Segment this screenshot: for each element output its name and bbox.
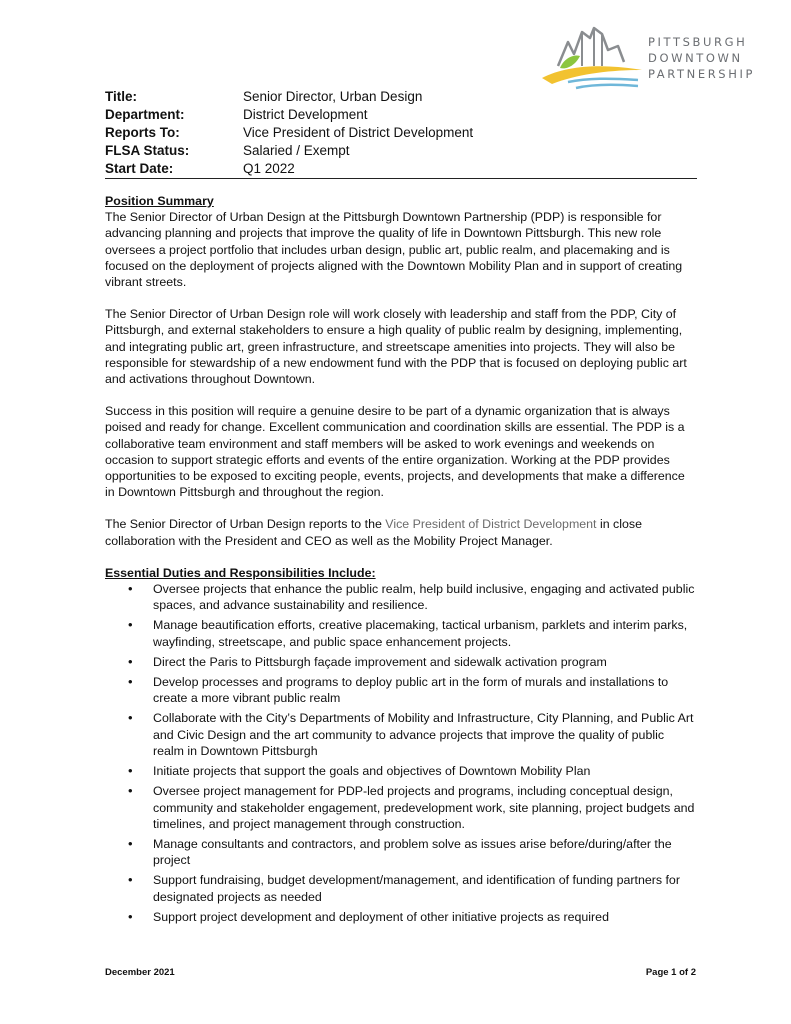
meta-label: FLSA Status: — [105, 143, 190, 158]
job-meta-table — [105, 88, 697, 178]
list-item: • Support project development and deployment of other initiative projects as required — [105, 909, 697, 925]
paragraph-text: The Senior Director of Urban Design reports to the — [105, 517, 386, 532]
summary-paragraph-1: The Senior Director of Urban Design at the Pittsburgh Downtown Partnership (PDP) is responsible for advancing planning and projects that improve the quality of life in Downtown Pittsburgh. This new role oversees a project portfolio that includes urban design, public art, public realm, and placemaking and is focused on the deployment of projects aligned with the Downtown Mobility Plan and in support of creating vibrant streets. — [105, 210, 683, 290]
duties-list — [105, 581, 697, 925]
footer-date: December 2021 — [105, 967, 175, 978]
skyline-logo-icon — [538, 24, 648, 96]
meta-value: Salaried / Exempt — [243, 143, 350, 158]
pdp-logo — [538, 24, 778, 96]
meta-value: District Development — [243, 107, 368, 122]
paragraph-text: in close collaboration with the President and CEO as well as the Mobility Project Manager. — [105, 517, 642, 548]
meta-row-reports-to — [105, 124, 697, 142]
meta-row-start-date — [105, 160, 697, 178]
summary-paragraph-2: The Senior Director of Urban Design role will work closely with leadership and staff from the PDP, City of Pittsburgh, and external stakeholders to ensure a high quality of public realm by designing, implementing, and integrating public art, green infrastructure, and streetscape amenities into projects. They will also be responsible for stewardship of a new endowment fund with the PDP that is focused on deploying public art and activations throughout Downtown. — [105, 307, 687, 387]
summary-paragraph-3: Success in this position will require a genuine desire to be part of a dynamic organization that is always poised and ready for change. Excellent communication and coordination skills are essential. The PDP is a collaborative team environment and staff members will be asked to work evenings and weekends on occasion to support strategic efforts and events of the entire organization. Working at the PDP provides opportunities to be exposed to exciting people, events, projects, and developments that make a difference in Downtown Pittsburgh and throughout the region. — [105, 404, 685, 500]
list-item: • Manage beautification efforts, creative placemaking, tactical urbanism, parklets and interim parks, wayfinding, streetscape, and public space enhancement projects. — [105, 617, 697, 649]
list-item: • Oversee project management for PDP-led projects and programs, including conceptual design, community and stakeholder engagement, predevelopment work, site planning, project budgets and timelines, and project management through construction. — [105, 783, 697, 832]
reports-to-link[interactable]: Vice President of District Development — [385, 517, 597, 532]
meta-label: Department: — [105, 107, 185, 122]
footer-page-number: Page 1 of 2 — [645, 967, 696, 978]
meta-label: Start Date: — [105, 161, 174, 176]
meta-value: Q1 2022 — [243, 161, 295, 176]
logo-line-3: PARTNERSHIP — [648, 67, 755, 81]
document-body — [105, 193, 697, 929]
meta-row-title — [105, 88, 697, 106]
summary-paragraph-4 — [105, 516, 697, 548]
position-summary-heading: Position Summary — [105, 194, 214, 208]
list-item: • Develop processes and programs to deploy public art in the form of murals and installations to create a more vibrant public realm — [105, 674, 697, 706]
header-divider — [105, 178, 697, 179]
list-item: • Direct the Paris to Pittsburgh façade improvement and sidewalk activation program — [105, 654, 697, 670]
list-item: • Initiate projects that support the goals and objectives of Downtown Mobility Plan — [105, 763, 697, 779]
list-item: • Manage consultants and contractors, and problem solve as issues arise before/during/after the project — [105, 836, 697, 868]
meta-label: Reports To: — [105, 125, 180, 140]
duties-heading: Essential Duties and Responsibilities Include: — [105, 565, 376, 580]
list-item: • Oversee projects that enhance the public realm, help build inclusive, engaging and activated public spaces, and advance sustainability and resilience. — [105, 581, 697, 613]
meta-label: Title: — [105, 89, 138, 104]
logo-line-2: DOWNTOWN — [648, 51, 743, 65]
logo-line-1: PITTSBURGH — [648, 35, 748, 49]
meta-value: Senior Director, Urban Design — [243, 89, 423, 104]
list-item: • Support fundraising, budget development/management, and identification of funding partners for designated projects as needed — [105, 872, 697, 904]
meta-row-department — [105, 106, 697, 124]
meta-row-flsa-status — [105, 142, 697, 160]
list-item: • Collaborate with the City’s Departments of Mobility and Infrastructure, City Planning, and Public Art and Civic Design and the art community to advance projects that improve the quality of public realm in Downtown Pittsburgh — [105, 710, 697, 759]
meta-value: Vice President of District Development — [243, 125, 474, 140]
